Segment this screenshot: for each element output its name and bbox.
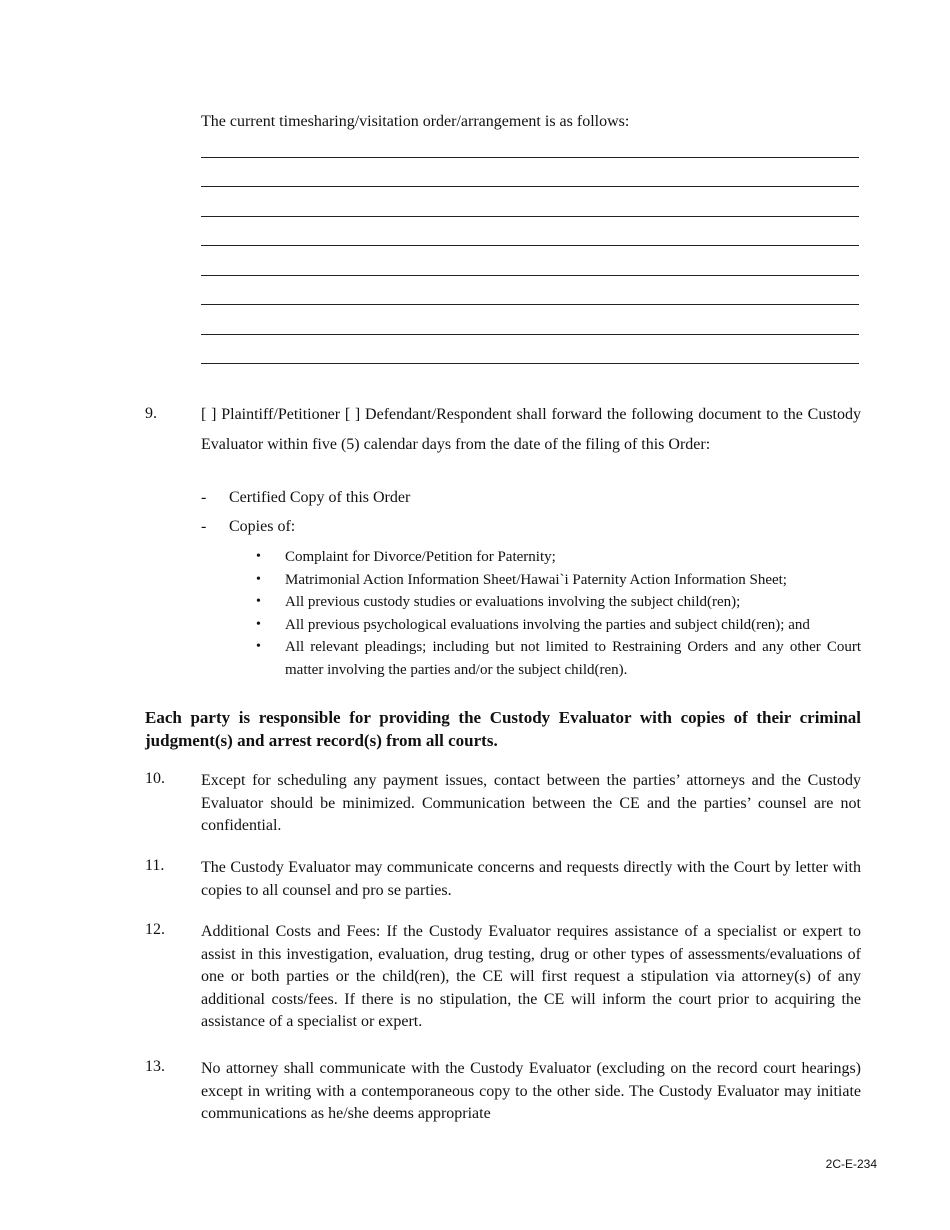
blank-line	[201, 275, 859, 276]
form-code: 2C-E-234	[825, 1157, 877, 1171]
bullet-icon: •	[256, 549, 261, 564]
item-11-text: The Custody Evaluator may communicate concerns and requests directly with the Court by letter with copies to all counsel and pro se parties.	[201, 859, 861, 899]
item-12-number: 12.	[145, 921, 165, 938]
list-item-text: All previous custody studies or evaluations involving the subject child(ren);	[285, 594, 741, 610]
list-item	[256, 569, 861, 592]
item-10-number: 10.	[145, 770, 165, 787]
dash-item-label: Copies of:	[229, 518, 296, 535]
list-item-text: Complaint for Divorce/Petition for Paternity;	[285, 549, 556, 565]
dash-marker: -	[201, 518, 207, 535]
bullet-icon: •	[256, 594, 261, 609]
dash-marker: -	[201, 489, 207, 506]
bullet-icon: •	[256, 571, 261, 587]
item-13-text: No attorney shall communicate with the Custody Evaluator (excluding on the record court hearings) except in writing with a contemporaneous copy to the other side. The Custody Evaluator may initiate communications as he/she deems appropriate	[201, 1060, 861, 1122]
list-item	[256, 614, 861, 637]
list-item	[256, 636, 861, 681]
dash-item-certified-copy	[201, 487, 410, 509]
intro-text: The current timesharing/visitation order/arrangement is as follows:	[201, 113, 630, 130]
dash-item-label: Certified Copy of this Order	[229, 489, 411, 506]
item-13-number: 13.	[145, 1058, 165, 1075]
blank-line	[201, 334, 859, 335]
list-item	[256, 546, 861, 569]
list-item-text: All previous psychological evaluations involving the parties and subject child(ren); and	[285, 616, 810, 633]
blank-line	[201, 157, 859, 158]
blank-line	[201, 363, 859, 364]
item-12-text: Additional Costs and Fees: If the Custody Evaluator requires assistance of a specialist or expert to assist in this investigation, evaluation, drug testing, drug or other types of assessments/evaluations of one or both parties or the child(ren), the CE will first request a stipulation via attorney(s) of any additional costs/fees. If there is no stipulation, the CE will inform the court prior to acquiring the assistance of a specialist or expert.	[201, 923, 861, 1030]
dash-item-copies-of	[201, 516, 295, 538]
blank-line	[201, 245, 859, 246]
item-11-number: 11.	[145, 857, 165, 874]
list-item	[256, 591, 861, 614]
blank-line	[201, 216, 859, 217]
blank-line	[201, 304, 859, 305]
item-9-text: [ ] Plaintiff/Petitioner [ ] Defendant/Respondent shall forward the following document to the Custody Evaluator within five (5) calendar days from the date of the filing of this Order:	[201, 406, 861, 453]
list-item-text: Matrimonial Action Information Sheet/Hawai`i Paternity Action Information Sheet;	[285, 571, 787, 588]
bullet-icon: •	[256, 616, 261, 632]
bullet-icon: •	[256, 639, 261, 654]
list-item-text: All relevant pleadings; including but not limited to Restraining Orders and any other Court matter involving the parties and/or the subject child(ren).	[285, 639, 861, 678]
bold-notice: Each party is responsible for providing the Custody Evaluator with copies of their criminal judgment(s) and arrest record(s) from all courts.	[145, 708, 861, 750]
blank-line	[201, 186, 859, 187]
item-10-text: Except for scheduling any payment issues, contact between the parties’ attorneys and the Custody Evaluator should be minimized. Communication between the CE and the parties’ counsel are not confidential.	[201, 772, 861, 834]
item-9-number: 9.	[145, 405, 157, 422]
document-bullet-list	[256, 546, 861, 681]
